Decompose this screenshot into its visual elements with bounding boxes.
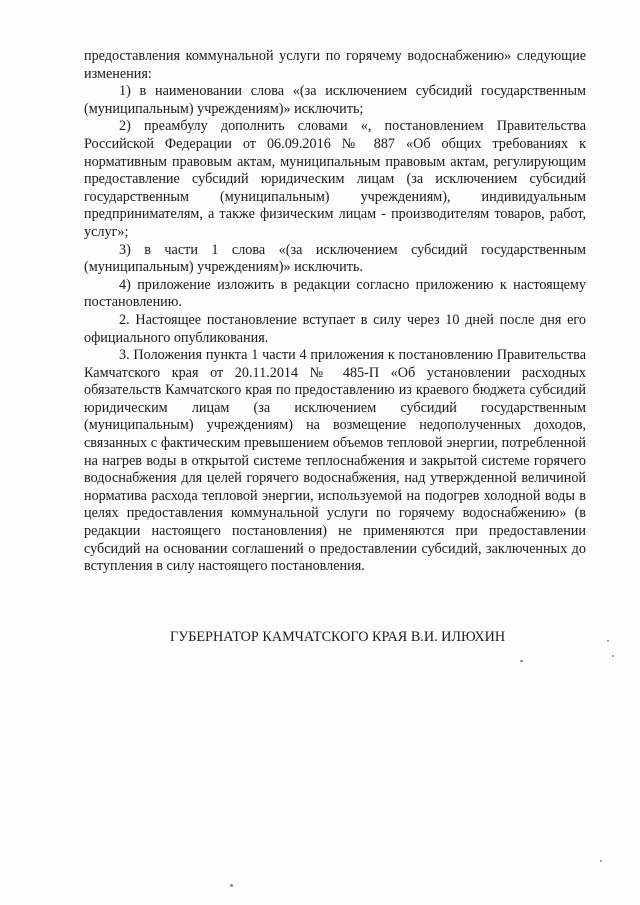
scan-speck <box>230 884 233 887</box>
paragraph-section-2: 2. Настоящее постановление вступает в силу через 10 дней после дня его официального опубликования. <box>84 311 586 346</box>
paragraph-item-1: 1) в наименовании слова «(за исключением субсидий государственным (муниципальным) учреждениям)» исключить; <box>84 83 586 117</box>
document-body <box>84 48 586 576</box>
scan-speck <box>607 640 609 642</box>
governor-signature-line: ГУБЕРНАТОР КАМЧАТСКОГО КРАЯ В.И. ИЛЮХИН <box>170 629 506 645</box>
paragraph-item-2: 2) преамбулу дополнить словами «, постановлением Правительства Российской Федерации от 06.09.2016 № 887 «Об общих требованиях к нормативным правовым актам, муниципальным правовым актам, регулирующим предоставление субсидий юридическим лицам (за исключением субсидий государственным (муниципальным) учреждениям), индивидуальным предпринимателям, а также физическим лицам - производителям товаров, работ, услуг»; <box>84 118 586 240</box>
paragraph-section-3: 3. Положения пункта 1 части 4 приложения к постановлению Правительства Камчатского края от 20.11.2014 № 485-П «Об установлении расходных обязательств Камчатского края по предоставлению из краевого бюджета субсидий юридическим лицам (за исключением субсидий государственным (муниципальным) учреждениям) на возмещение недополученных доходов, связанных с фактическим превышением объемов тепловой энергии, потребленной на нагрев воды в открытой системе теплоснабжения и закрытой системе горячего водоснабжения для целей горячего водоснабжения, над утвержденной величиной норматива расхода тепловой энергии, используемой на подогрев холодной воды в целях предоставления коммунальной услуги по горячему водоснабжению» (в редакции настоящего постановления) не применяются при предоставлении субсидий на основании соглашений о предоставлении субсидий, заключенных до вступления в силу настоящего постановления. <box>84 347 586 575</box>
scan-speck <box>600 860 602 862</box>
paragraph-item-4: 4) приложение изложить в редакции согласно приложению к настоящему постановлению. <box>84 276 586 311</box>
scan-speck <box>612 655 614 657</box>
scan-speck <box>520 660 523 662</box>
paragraph-item-3: 3) в части 1 слова «(за исключением субсидий государственным (муниципальным) учреждениям)» исключить. <box>84 241 586 276</box>
paragraph-continuation: предоставления коммунальной услуги по горячему водоснабжению» следующие изменения: <box>84 48 586 82</box>
